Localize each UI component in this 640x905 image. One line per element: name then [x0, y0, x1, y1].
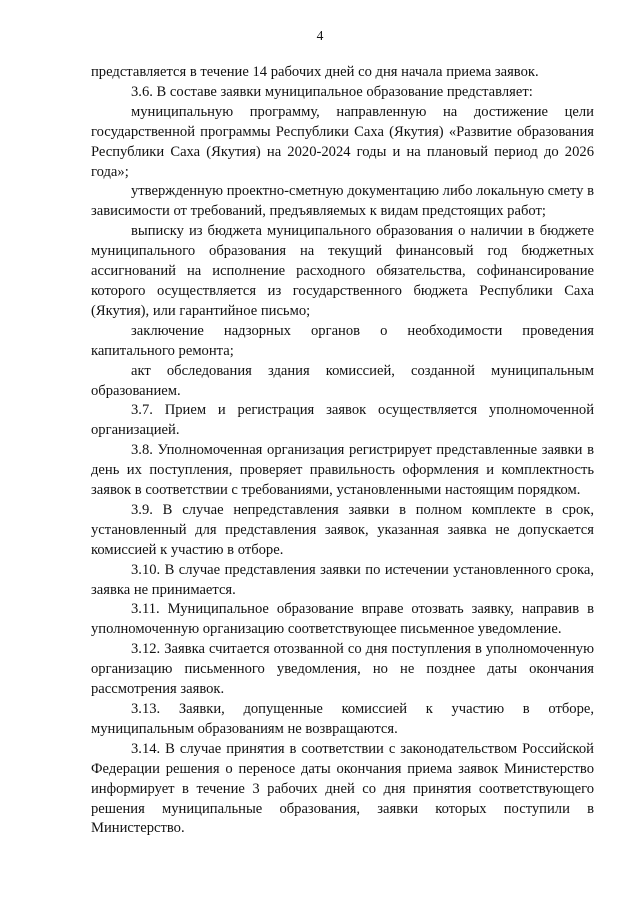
paragraph-3-11: 3.11. Муниципальное образование вправе отозвать заявку, направив в уполномоченную организацию соответствующее письменное уведомление. [91, 601, 594, 638]
paragraph-3-13: 3.13. Заявки, допущенные комиссией к участию в отборе, муниципальным образованиям не возвращаются. [91, 701, 594, 737]
paragraph-3-14: 3.14. В случае принятия в соответствии с законодательством Российской Федерации решения о переносе даты окончания приема заявок Министерство информирует в течение 3 рабочих дней со дня принятия соответствующего решения муниципальные образования, заявки которых поступили в Министерство. [91, 740, 594, 837]
list-item-design-documentation: утвержденную проектно-сметную документацию либо локальную смету в зависимости от требований, предъявляемых к видам предстоящих работ; [91, 183, 594, 220]
list-item-supervisory-conclusion: заключение надзорных органов о необходимости проведения капитального ремонта; [91, 322, 594, 359]
paragraph-3-6: 3.6. В составе заявки муниципальное образование представляет: [131, 83, 533, 100]
list-item-budget-extract: выписку из бюджета муниципального образования о наличии в бюджете муниципального образования на текущий финансовый год бюджетных ассигнований на исполнение расходного обязательства, софинансирование которого осуществляется из государственного бюджета Республики Саха (Якутия), или гарантийное письмо; [91, 223, 594, 319]
paragraph-3-10: 3.10. В случае представления заявки по истечении установленного срока, заявка не принимается. [91, 561, 594, 598]
paragraph-3-8: 3.8. Уполномоченная организация регистрирует представленные заявки в день их поступления, проверяет правильность оформления и комплектность заявок в соответствии с требованиями, установленными настоящим порядком. [91, 442, 594, 499]
paragraph-3-9: 3.9. В случае непредставления заявки в полном комплекте в срок, установленный для представления заявок, указанная заявка не допускается комиссией к участию в отборе. [91, 501, 594, 558]
document-body [91, 63, 594, 839]
page-number: 4 [316, 28, 324, 43]
paragraph-continuation: представляется в течение 14 рабочих дней со дня начала приема заявок. [91, 64, 539, 80]
list-item-municipal-program: муниципальную программу, направленную на достижение цели государственной программы Республики Саха (Якутия) «Развитие образования Республики Саха (Якутия) на 2020-2024 годы и на плановый период до 2026 года»; [91, 103, 594, 180]
paragraph-3-7: 3.7. Прием и регистрация заявок осуществляется уполномоченной организацией. [91, 402, 594, 439]
paragraph-3-12: 3.12. Заявка считается отозванной со дня поступления в уполномоченную организацию письменного уведомления, но не позднее даты окончания рассмотрения заявок. [91, 641, 594, 698]
list-item-inspection-act: акт обследования здания комиссией, созданной муниципальным образованием. [91, 362, 594, 399]
